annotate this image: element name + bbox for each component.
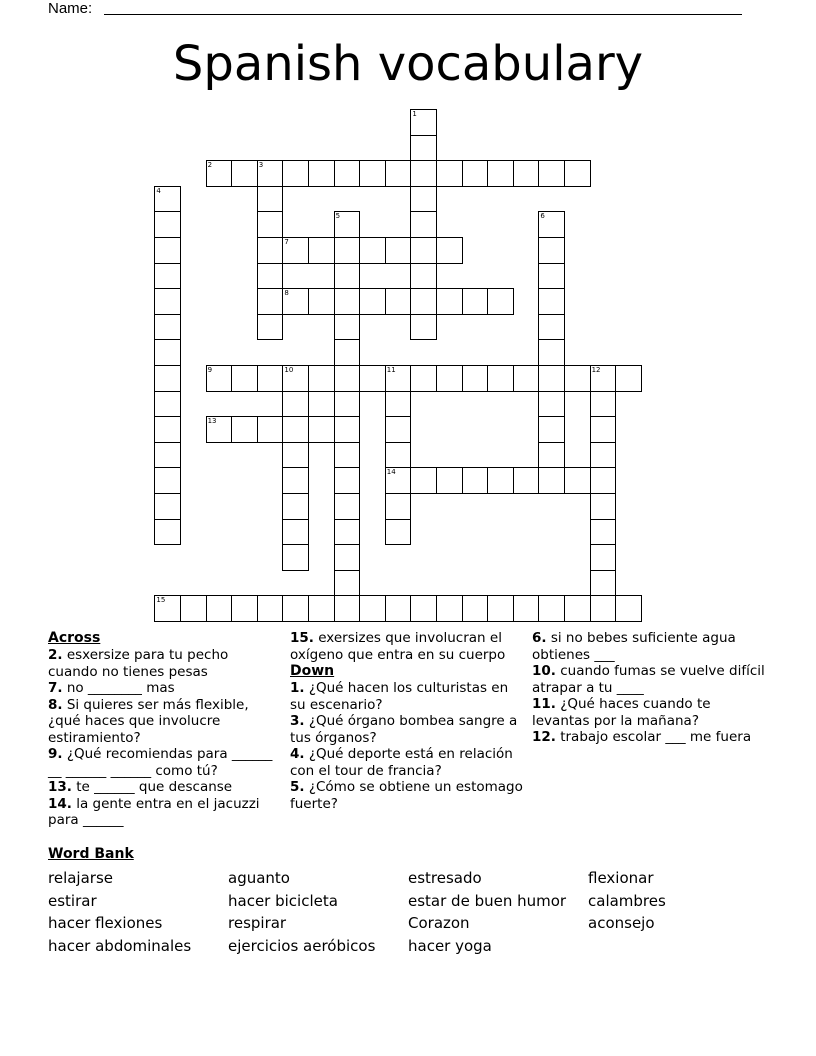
word-bank-item: ejercicios aeróbicos bbox=[228, 937, 376, 956]
grid-cell[interactable] bbox=[334, 365, 361, 392]
clue-number: 1 bbox=[412, 110, 417, 118]
grid-cell[interactable] bbox=[154, 288, 181, 315]
clue-text: ¿Cómo se obtiene un estomago fuerte? bbox=[290, 779, 523, 812]
clues-column-1 bbox=[48, 630, 280, 829]
word-bank-column bbox=[588, 867, 666, 935]
grid-cell[interactable] bbox=[359, 288, 386, 315]
grid-cell[interactable] bbox=[154, 391, 181, 418]
grid-cell[interactable] bbox=[564, 365, 591, 392]
grid-cell[interactable] bbox=[513, 365, 540, 392]
clue-text: cuando fumas se vuelve difícil atrapar a tu ____ bbox=[532, 663, 765, 696]
grid-cell[interactable] bbox=[410, 237, 437, 264]
grid-cell[interactable] bbox=[334, 314, 361, 341]
clue-number: 7 bbox=[284, 238, 289, 246]
word-bank-item: Corazon bbox=[408, 914, 470, 933]
grid-cell[interactable] bbox=[462, 365, 489, 392]
grid-cell[interactable] bbox=[538, 314, 565, 341]
grid-cell[interactable] bbox=[410, 314, 437, 341]
grid-cell[interactable] bbox=[154, 186, 181, 213]
clue-item bbox=[48, 647, 280, 680]
grid-cell[interactable] bbox=[410, 109, 437, 136]
grid-cell[interactable] bbox=[154, 595, 181, 622]
clue-text: ¿Qué órgano bombea sangre a tus órganos? bbox=[290, 713, 518, 746]
grid-cell[interactable] bbox=[282, 416, 309, 443]
word-bank-item: relajarse bbox=[48, 869, 113, 887]
clue-number: 2 bbox=[207, 161, 213, 170]
clue-item bbox=[48, 796, 280, 829]
clue-text: trabajo escolar ___ me fuera bbox=[555, 729, 752, 745]
grid-cell[interactable] bbox=[513, 160, 540, 187]
word-bank-item: estirar bbox=[48, 891, 97, 910]
grid-cell[interactable] bbox=[385, 595, 412, 622]
grid-cell[interactable] bbox=[410, 365, 437, 392]
clue-number: 9. bbox=[48, 746, 63, 762]
grid-cell[interactable] bbox=[410, 160, 437, 187]
clue-number: 6. bbox=[532, 630, 547, 646]
clue-item bbox=[290, 630, 525, 663]
grid-cell[interactable] bbox=[334, 467, 361, 494]
word-bank-item: hacer yoga bbox=[408, 937, 492, 956]
grid-cell[interactable] bbox=[462, 288, 489, 315]
clue-item bbox=[290, 680, 525, 713]
clue-item bbox=[532, 729, 772, 746]
grid-cell[interactable] bbox=[180, 595, 207, 622]
clue-number: 12 bbox=[591, 366, 601, 374]
grid-cell[interactable] bbox=[257, 160, 284, 187]
grid-cell[interactable] bbox=[282, 467, 309, 494]
grid-cell[interactable] bbox=[282, 288, 309, 315]
clue-text: Si quieres ser más flexible, ¿qué haces que involucre estiramiento? bbox=[48, 696, 249, 746]
grid-cell[interactable] bbox=[590, 467, 617, 494]
grid-cell[interactable] bbox=[615, 595, 642, 622]
grid-cell[interactable] bbox=[538, 288, 565, 315]
clue-number: 4 bbox=[156, 186, 161, 195]
down-heading: Down bbox=[290, 663, 335, 679]
grid-cell[interactable] bbox=[538, 263, 565, 290]
word-bank-column bbox=[408, 867, 566, 958]
grid-cell[interactable] bbox=[231, 416, 258, 443]
clue-item bbox=[48, 779, 280, 796]
clue-number: 11. bbox=[532, 696, 556, 712]
grid-cell[interactable] bbox=[231, 365, 258, 392]
grid-cell[interactable] bbox=[410, 186, 437, 213]
grid-cell[interactable] bbox=[385, 365, 412, 392]
grid-cell[interactable] bbox=[257, 314, 284, 341]
grid-cell[interactable] bbox=[410, 211, 437, 238]
clue-text: exersizes que involucran el oxígeno que entra en su cuerpo bbox=[290, 630, 506, 663]
grid-cell[interactable] bbox=[590, 365, 617, 392]
grid-cell[interactable] bbox=[154, 339, 181, 366]
clue-item bbox=[48, 680, 280, 697]
clue-text: ¿Qué hacen los culturistas en su escenario? bbox=[290, 680, 509, 713]
grid-cell[interactable] bbox=[385, 493, 412, 520]
grid-cell[interactable] bbox=[538, 365, 565, 392]
clue-item bbox=[532, 696, 772, 729]
grid-cell[interactable] bbox=[154, 314, 181, 341]
grid-cell[interactable] bbox=[154, 467, 181, 494]
grid-cell[interactable] bbox=[231, 160, 258, 187]
clue-number: 3. bbox=[290, 713, 305, 729]
grid-cell[interactable] bbox=[334, 570, 361, 597]
grid-cell[interactable] bbox=[538, 595, 565, 622]
grid-cell[interactable] bbox=[487, 288, 514, 315]
grid-cell[interactable] bbox=[206, 365, 233, 392]
grid-cell[interactable] bbox=[154, 493, 181, 520]
grid-cell[interactable] bbox=[436, 288, 463, 315]
grid-cell[interactable] bbox=[257, 416, 284, 443]
word-bank-item: respirar bbox=[228, 914, 287, 933]
grid-cell[interactable] bbox=[154, 365, 181, 392]
grid-cell[interactable] bbox=[206, 595, 233, 622]
clues-column-2 bbox=[290, 630, 525, 812]
grid-cell[interactable] bbox=[359, 237, 386, 264]
grid-cell[interactable] bbox=[410, 467, 437, 494]
grid-cell[interactable] bbox=[385, 237, 412, 264]
grid-cell[interactable] bbox=[334, 442, 361, 469]
grid-cell[interactable] bbox=[334, 544, 361, 571]
word-bank-item: estar de buen humor bbox=[408, 891, 567, 910]
clue-text: ¿Qué deporte está en relación con el tour de francia? bbox=[290, 746, 513, 779]
clue-number: 11 bbox=[386, 366, 396, 374]
clue-item bbox=[48, 746, 280, 779]
grid-cell[interactable] bbox=[334, 288, 361, 315]
word-bank-item: calambres bbox=[588, 891, 666, 910]
clue-item bbox=[290, 746, 525, 779]
name-label: Name: bbox=[48, 0, 93, 17]
word-bank-column bbox=[48, 867, 191, 958]
grid-cell[interactable] bbox=[231, 595, 258, 622]
grid-cell[interactable] bbox=[385, 160, 412, 187]
grid-cell[interactable] bbox=[154, 211, 181, 238]
grid-cell[interactable] bbox=[308, 595, 335, 622]
grid-cell[interactable] bbox=[462, 595, 489, 622]
grid-cell[interactable] bbox=[590, 442, 617, 469]
grid-cell[interactable] bbox=[154, 237, 181, 264]
grid-cell[interactable] bbox=[564, 467, 591, 494]
grid-cell[interactable] bbox=[564, 595, 591, 622]
grid-cell[interactable] bbox=[282, 237, 309, 264]
grid-cell[interactable] bbox=[385, 467, 412, 494]
grid-cell[interactable] bbox=[282, 493, 309, 520]
page-title: Spanish vocabulary bbox=[172, 36, 644, 92]
grid-cell[interactable] bbox=[334, 391, 361, 418]
word-bank-item: hacer flexiones bbox=[48, 914, 163, 933]
word-bank-item: hacer abdominales bbox=[48, 937, 192, 956]
clue-number: 10 bbox=[284, 366, 294, 374]
clue-number: 8. bbox=[48, 696, 63, 713]
word-bank-item: flexionar bbox=[588, 869, 654, 887]
grid-cell[interactable] bbox=[487, 467, 514, 494]
clue-number: 6 bbox=[540, 212, 545, 221]
clue-number: 12. bbox=[532, 729, 556, 745]
clue-number: 9 bbox=[207, 366, 213, 374]
grid-cell[interactable] bbox=[334, 339, 361, 366]
clue-number: 15 bbox=[156, 596, 166, 605]
clue-text: te ______ que descanse bbox=[71, 779, 233, 795]
clues-column-3 bbox=[532, 630, 772, 746]
grid-cell[interactable] bbox=[538, 339, 565, 366]
grid-cell[interactable] bbox=[410, 595, 437, 622]
clue-number: 5. bbox=[290, 779, 305, 795]
clue-number: 10. bbox=[532, 663, 556, 679]
across-heading: Across bbox=[48, 630, 101, 646]
grid-cell[interactable] bbox=[564, 160, 591, 187]
word-bank-column bbox=[228, 867, 375, 958]
clue-text: la gente entra en el jacuzzi para ______ bbox=[48, 795, 260, 828]
grid-cell[interactable] bbox=[308, 288, 335, 315]
clue-text: ¿Qué recomiendas para ______ __ ______ ______ como tú? bbox=[48, 746, 273, 779]
grid-cell[interactable] bbox=[334, 160, 361, 187]
grid-cell[interactable] bbox=[257, 365, 284, 392]
grid-cell[interactable] bbox=[308, 160, 335, 187]
grid-cell[interactable] bbox=[410, 135, 437, 162]
grid-cell[interactable] bbox=[334, 519, 361, 546]
grid-cell[interactable] bbox=[154, 416, 181, 443]
grid-cell[interactable] bbox=[538, 160, 565, 187]
clue-number: 7. bbox=[48, 680, 63, 696]
grid-cell[interactable] bbox=[334, 493, 361, 520]
grid-cell[interactable] bbox=[154, 442, 181, 469]
grid-cell[interactable] bbox=[487, 365, 514, 392]
grid-cell[interactable] bbox=[257, 263, 284, 290]
grid-cell[interactable] bbox=[436, 467, 463, 494]
grid-cell[interactable] bbox=[590, 519, 617, 546]
grid-cell[interactable] bbox=[154, 263, 181, 290]
clue-item bbox=[290, 779, 525, 812]
grid-cell[interactable] bbox=[615, 365, 642, 392]
grid-cell[interactable] bbox=[590, 416, 617, 443]
grid-cell[interactable] bbox=[282, 442, 309, 469]
clue-number: 14 bbox=[386, 468, 396, 477]
grid-cell[interactable] bbox=[436, 237, 463, 264]
grid-cell[interactable] bbox=[334, 237, 361, 264]
grid-cell[interactable] bbox=[538, 391, 565, 418]
grid-cell[interactable] bbox=[359, 365, 386, 392]
grid-cell[interactable] bbox=[282, 160, 309, 187]
clue-number: 13 bbox=[207, 417, 217, 426]
grid-cell[interactable] bbox=[282, 595, 309, 622]
grid-cell[interactable] bbox=[590, 570, 617, 597]
word-bank-item: aguanto bbox=[228, 869, 290, 887]
grid-cell[interactable] bbox=[257, 288, 284, 315]
word-bank-item: aconsejo bbox=[588, 914, 655, 933]
grid-cell[interactable] bbox=[282, 544, 309, 571]
clue-number: 13. bbox=[48, 779, 72, 795]
grid-cell[interactable] bbox=[359, 595, 386, 622]
grid-cell[interactable] bbox=[590, 595, 617, 622]
clue-text: ¿Qué haces cuando te levantas por la mañana? bbox=[532, 696, 711, 729]
grid-cell[interactable] bbox=[385, 416, 412, 443]
grid-cell[interactable] bbox=[308, 237, 335, 264]
grid-cell[interactable] bbox=[154, 519, 181, 546]
grid-cell[interactable] bbox=[282, 365, 309, 392]
clue-item bbox=[532, 663, 772, 696]
grid-cell[interactable] bbox=[257, 595, 284, 622]
grid-cell[interactable] bbox=[487, 160, 514, 187]
grid-cell[interactable] bbox=[334, 595, 361, 622]
grid-cell[interactable] bbox=[590, 544, 617, 571]
clue-number: 2. bbox=[48, 647, 63, 663]
grid-cell[interactable] bbox=[308, 416, 335, 443]
grid-cell[interactable] bbox=[538, 442, 565, 469]
grid-cell[interactable] bbox=[334, 211, 361, 238]
clue-number: 14. bbox=[48, 795, 72, 812]
word-bank-title: Word Bank bbox=[48, 846, 134, 862]
grid-cell[interactable] bbox=[436, 365, 463, 392]
grid-cell[interactable] bbox=[385, 519, 412, 546]
grid-cell[interactable] bbox=[257, 186, 284, 213]
grid-cell[interactable] bbox=[410, 263, 437, 290]
clue-number: 8 bbox=[284, 289, 289, 298]
grid-cell[interactable] bbox=[282, 391, 309, 418]
grid-cell[interactable] bbox=[538, 416, 565, 443]
grid-cell[interactable] bbox=[359, 160, 386, 187]
grid-cell[interactable] bbox=[308, 365, 335, 392]
grid-cell[interactable] bbox=[462, 467, 489, 494]
grid-cell[interactable] bbox=[538, 237, 565, 264]
clue-number: 1. bbox=[290, 680, 305, 696]
grid-cell[interactable] bbox=[590, 493, 617, 520]
grid-cell[interactable] bbox=[282, 519, 309, 546]
grid-cell[interactable] bbox=[385, 288, 412, 315]
grid-cell[interactable] bbox=[206, 160, 233, 187]
grid-cell[interactable] bbox=[206, 416, 233, 443]
clue-number: 15. bbox=[290, 630, 314, 646]
word-bank-item: hacer bicicleta bbox=[228, 891, 338, 910]
grid-cell[interactable] bbox=[538, 211, 565, 238]
grid-cell[interactable] bbox=[513, 595, 540, 622]
grid-cell[interactable] bbox=[513, 467, 540, 494]
grid-cell[interactable] bbox=[334, 263, 361, 290]
grid-cell[interactable] bbox=[590, 391, 617, 418]
clue-text: no ________ mas bbox=[62, 680, 175, 696]
clue-number: 4. bbox=[290, 746, 305, 762]
clue-item bbox=[290, 713, 525, 746]
grid-cell[interactable] bbox=[436, 160, 463, 187]
grid-cell[interactable] bbox=[385, 442, 412, 469]
clue-item bbox=[48, 697, 280, 747]
clue-text: si no bebes suficiente agua obtienes ___ bbox=[532, 630, 736, 663]
grid-cell[interactable] bbox=[410, 288, 437, 315]
grid-cell[interactable] bbox=[257, 237, 284, 264]
grid-cell[interactable] bbox=[487, 595, 514, 622]
grid-cell[interactable] bbox=[436, 595, 463, 622]
clue-text: esxersize para tu pecho cuando no tienes pesas bbox=[48, 647, 229, 680]
grid-cell[interactable] bbox=[257, 211, 284, 238]
clue-number: 3 bbox=[258, 161, 264, 170]
clue-number: 5 bbox=[335, 212, 341, 221]
grid-cell[interactable] bbox=[538, 467, 565, 494]
clue-item bbox=[532, 630, 772, 663]
grid-cell[interactable] bbox=[334, 416, 361, 443]
grid-cell[interactable] bbox=[462, 160, 489, 187]
grid-cell[interactable] bbox=[385, 391, 412, 418]
word-bank-item: estresado bbox=[408, 869, 482, 887]
